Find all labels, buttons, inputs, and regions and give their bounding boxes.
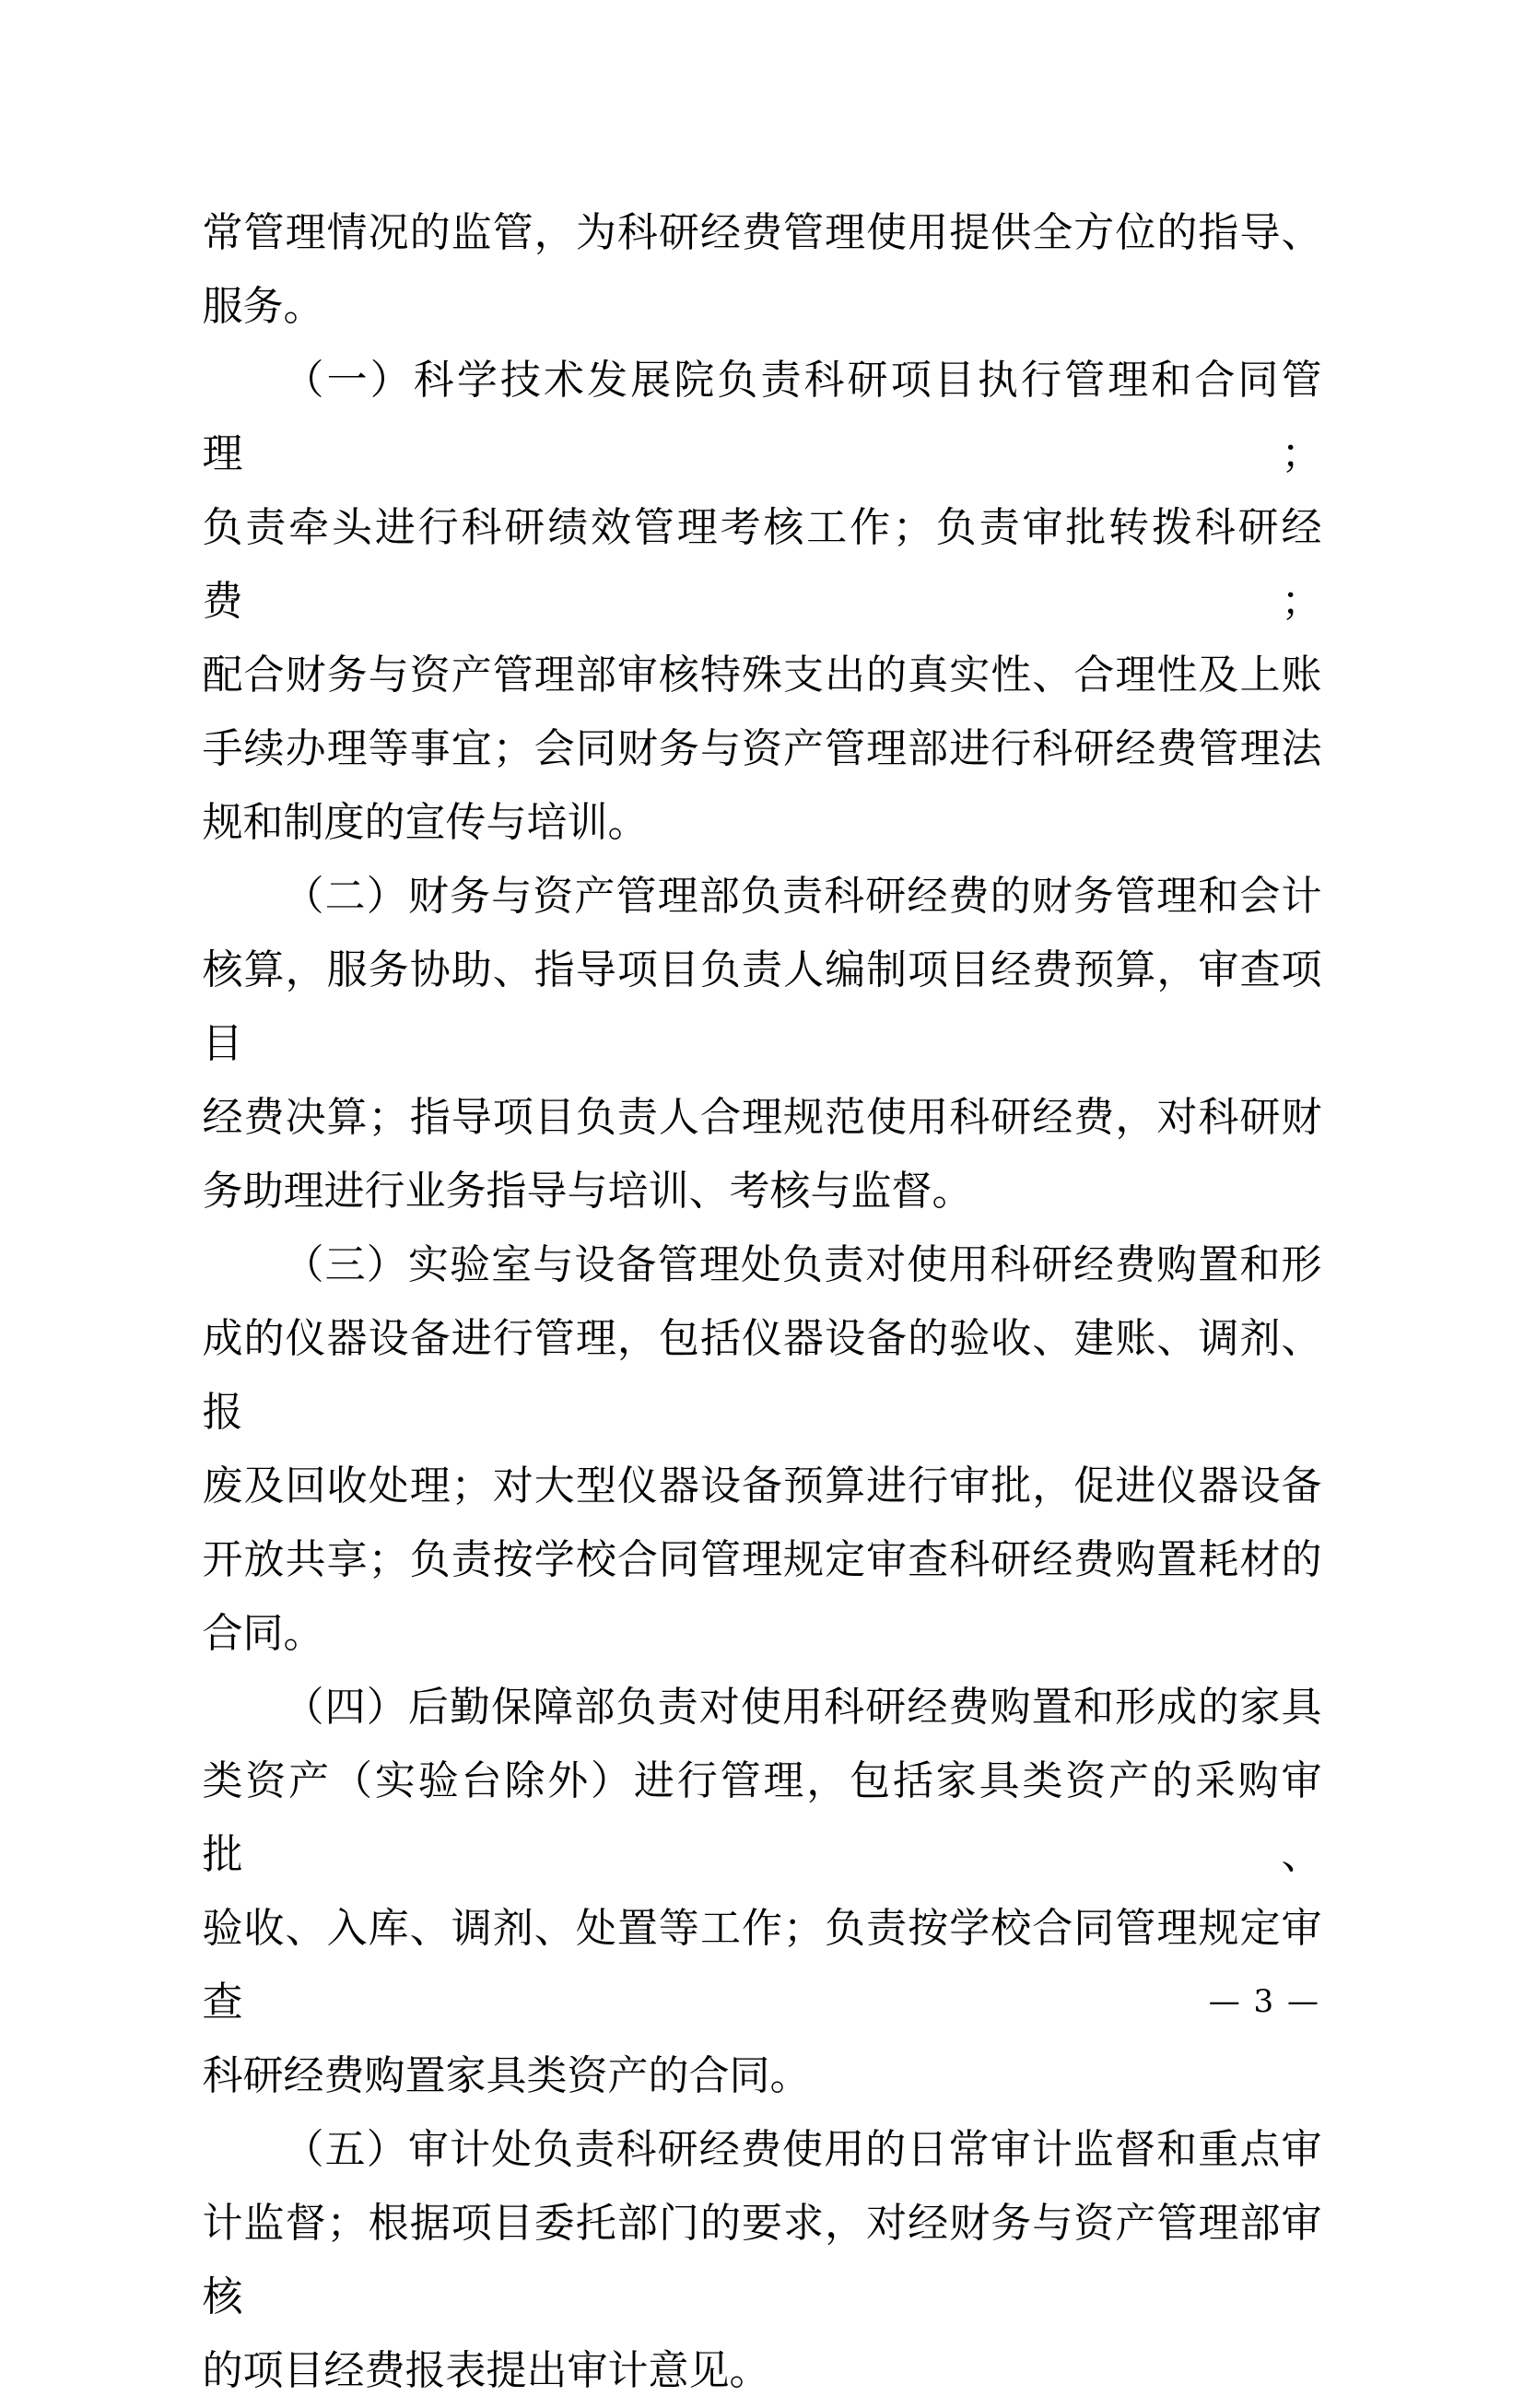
paragraph bbox=[203, 344, 1322, 860]
text-line: 服务。 bbox=[202, 283, 324, 330]
text-line: （一）科学技术发展院负责科研项目执行管理和合同管理； bbox=[202, 357, 1322, 477]
paragraph bbox=[203, 860, 1322, 1228]
document-body bbox=[203, 0, 1322, 2408]
paragraph bbox=[203, 2113, 1322, 2408]
paragraph bbox=[203, 1228, 1322, 1671]
text-line: 规和制度的宣传与培训。 bbox=[202, 799, 649, 846]
text-line: 验收、入库、调剂、处置等工作；负责按学校合同管理规定审查 bbox=[202, 1905, 1322, 2026]
text-line: （五）审计处负责科研经费使用的日常审计监督和重点审 bbox=[283, 2126, 1322, 2173]
text-line: 合同。 bbox=[202, 1610, 324, 1657]
paragraph bbox=[203, 196, 1322, 344]
text-line: （四）后勤保障部负责对使用科研经费购置和形成的家具 bbox=[283, 1684, 1322, 1731]
text-line: 成的仪器设备进行管理，包括仪器设备的验收、建账、调剂、报 bbox=[202, 1315, 1322, 1436]
text-line: 废及回收处理；对大型仪器设备预算进行审批，促进仪器设备 bbox=[202, 1462, 1322, 1509]
text-line: 常管理情况的监管，为科研经费管理使用提供全方位的指导、 bbox=[202, 209, 1322, 256]
text-line: （三）实验室与设备管理处负责对使用科研经费购置和形 bbox=[283, 1241, 1322, 1288]
page-number: — 3 — bbox=[1208, 1983, 1320, 2020]
text-line: 配合财务与资产管理部审核特殊支出的真实性、合理性及上账 bbox=[202, 652, 1322, 699]
text-line: 开放共享；负责按学校合同管理规定审查科研经费购置耗材的 bbox=[202, 1536, 1322, 1583]
text-line: （二）财务与资产管理部负责科研经费的财务管理和会计 bbox=[283, 873, 1322, 920]
text-line: 计监督；根据项目委托部门的要求，对经财务与资产管理部审核 bbox=[202, 2200, 1322, 2320]
text-line: 的项目经费报表提出审计意见。 bbox=[202, 2347, 770, 2394]
text-line: 务助理进行业务指导与培训、考核与监督。 bbox=[202, 1168, 973, 1215]
text-line: 科研经费购置家具类资产的合同。 bbox=[202, 2052, 811, 2099]
text-line: 经费决算；指导项目负责人合理规范使用科研经费，对科研财 bbox=[202, 1094, 1322, 1141]
paragraph bbox=[203, 1671, 1322, 2113]
text-line: 类资产（实验台除外）进行管理，包括家具类资产的采购审批、 bbox=[202, 1757, 1322, 1878]
text-line: 手续办理等事宜；会同财务与资产管理部进行科研经费管理法 bbox=[202, 725, 1322, 772]
text-line: 核算，服务协助、指导项目负责人编制项目经费预算，审查项目 bbox=[202, 946, 1322, 1067]
text-line: 负责牵头进行科研绩效管理考核工作；负责审批转拨科研经费； bbox=[202, 504, 1322, 625]
